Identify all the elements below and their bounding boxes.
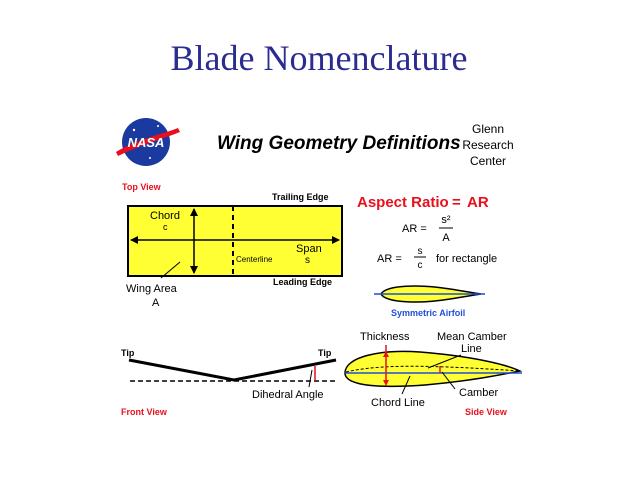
center-name-line3: Center xyxy=(469,154,507,168)
formula2-note: for rectangle xyxy=(436,253,498,265)
chord-line-label: Chord Line xyxy=(371,397,425,409)
formula1-denominator: A xyxy=(442,232,450,244)
side-view-label: Side View xyxy=(465,407,507,417)
dihedral-angle-label: Dihedral Angle xyxy=(252,389,324,401)
formula2-numerator: s xyxy=(417,246,423,257)
camber-label: Camber xyxy=(459,387,499,399)
centerline-label: Centerline xyxy=(236,255,273,264)
trailing-edge-label: Trailing Edge xyxy=(272,192,329,202)
formula1-lhs: AR = xyxy=(402,223,427,235)
diagram-title: Wing Geometry Definitions xyxy=(217,133,461,154)
mean-camber-label-line1: Mean Camber xyxy=(437,331,507,343)
aspect-ratio-heading: Aspect Ratio xyxy=(357,194,449,211)
center-name-line1: Glenn xyxy=(471,122,505,136)
aspect-ratio-equals: = xyxy=(452,194,461,211)
dihedral-wing-line xyxy=(129,360,336,380)
formula2-lhs: AR = xyxy=(377,253,402,265)
aspect-ratio-abbrev: AR xyxy=(467,194,489,211)
dihedral-leader xyxy=(309,370,312,387)
wing-area-symbol: A xyxy=(152,297,160,309)
chord-symbol: c xyxy=(163,222,168,232)
tip-right-label: Tip xyxy=(318,348,332,358)
wing-area-label: Wing Area xyxy=(126,283,177,295)
nasa-logo xyxy=(116,118,180,166)
mean-camber-label-line2: Line xyxy=(461,343,482,355)
formula1-numerator: s² xyxy=(441,214,451,226)
cambered-airfoil xyxy=(345,351,520,386)
top-view-label: Top View xyxy=(122,182,161,192)
front-view-label: Front View xyxy=(121,407,167,417)
chord-label: Chord xyxy=(150,210,180,222)
center-name-line2: Research xyxy=(462,138,514,152)
span-label: Span xyxy=(296,243,322,255)
symmetric-airfoil-label: Symmetric Airfoil xyxy=(391,308,466,318)
thickness-label: Thickness xyxy=(360,331,410,343)
nasa-logo-text: NASA xyxy=(127,135,165,150)
formula2-denominator: c xyxy=(417,260,423,271)
span-symbol: s xyxy=(305,255,310,266)
tip-left-label: Tip xyxy=(121,348,135,358)
leading-edge-label: Leading Edge xyxy=(273,277,333,287)
slide-title: Blade Nomenclature xyxy=(170,38,468,78)
